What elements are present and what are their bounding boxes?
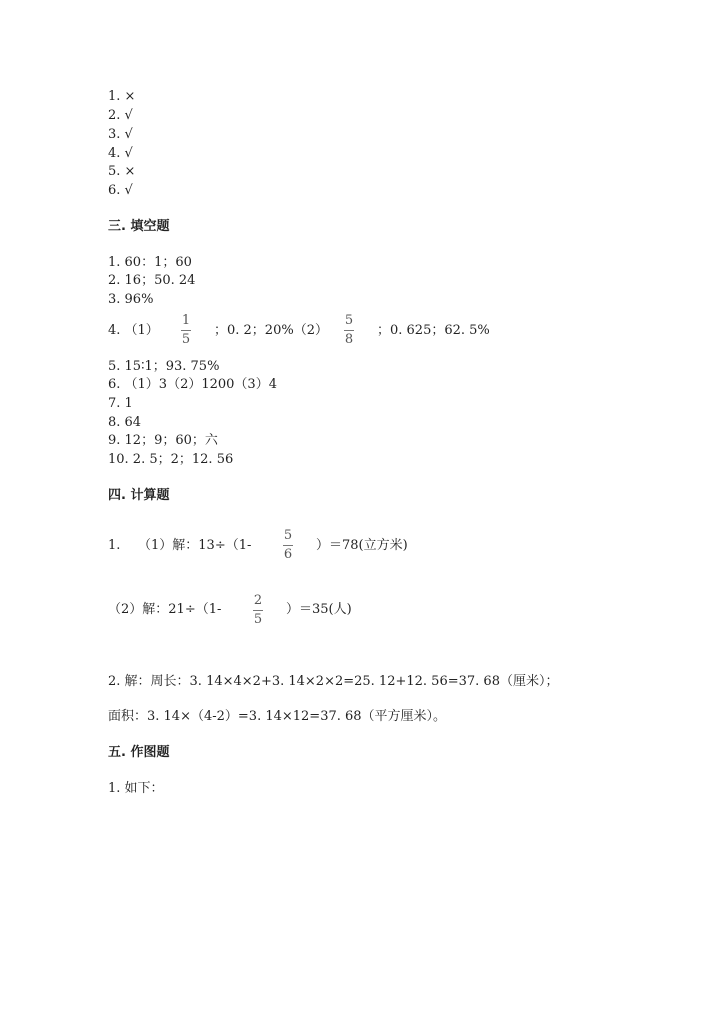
section-4-title: 四. 计算题 bbox=[108, 488, 170, 503]
fill-answer-5: 5. 15∶1；93. 75% bbox=[108, 359, 220, 374]
fraction-bar bbox=[181, 330, 191, 331]
fill-answer-4-suffix: ；0. 625；62. 5% bbox=[377, 323, 490, 338]
fraction-numerator: 5 bbox=[283, 528, 293, 543]
fill-answer-3: 3. 96% bbox=[108, 292, 154, 307]
fraction-bar bbox=[283, 545, 293, 546]
fill-answer-6: 6. （1）3（2）1200（3）4 bbox=[108, 377, 277, 392]
fill-answer-1: 1. 60：1；60 bbox=[108, 255, 192, 270]
fraction-5-6 bbox=[283, 528, 293, 563]
section-3-title: 三. 填空题 bbox=[108, 219, 170, 234]
fill-answer-4-middle: ；0. 2；20%（2） bbox=[214, 323, 328, 338]
judge-answer-3: 3. √ bbox=[108, 127, 133, 142]
fraction-numerator: 2 bbox=[253, 593, 263, 608]
fraction-5-8 bbox=[344, 313, 354, 348]
calc-answer-1-part2-suffix: ）＝35(人) bbox=[286, 602, 352, 617]
fill-answer-9: 9. 12；9；60；六 bbox=[108, 433, 218, 448]
fraction-denominator: 5 bbox=[253, 612, 263, 627]
calc-answer-1-number: 1. bbox=[108, 538, 121, 553]
fraction-denominator: 6 bbox=[283, 547, 293, 562]
judge-answer-4: 4. √ bbox=[108, 146, 133, 161]
calc-answer-2-area: 面积：3. 14×（4-2）=3. 14×12=37. 68（平方厘米）。 bbox=[108, 709, 447, 724]
fill-answer-2: 2. 16；50. 24 bbox=[108, 273, 196, 288]
fraction-numerator: 1 bbox=[181, 313, 191, 328]
fill-answer-8: 8. 64 bbox=[108, 415, 142, 430]
judge-answer-2: 2. √ bbox=[108, 108, 133, 123]
section-5-title: 五. 作图题 bbox=[108, 745, 170, 760]
fraction-denominator: 8 bbox=[344, 332, 354, 347]
fill-answer-4-prefix: 4. （1） bbox=[108, 323, 159, 338]
fill-answer-7: 7. 1 bbox=[108, 396, 133, 411]
judge-answer-5: 5. × bbox=[108, 164, 136, 179]
calc-answer-1-part1-prefix: （1）解：13÷（1- bbox=[138, 538, 252, 553]
fraction-numerator: 5 bbox=[344, 313, 354, 328]
fraction-2-5 bbox=[253, 593, 263, 628]
calc-answer-1-part1-suffix: ）＝78(立方米) bbox=[316, 538, 408, 553]
drawing-answer-1: 1. 如下： bbox=[108, 781, 164, 796]
fill-answer-10: 10. 2. 5；2；12. 56 bbox=[108, 452, 234, 467]
fraction-bar bbox=[344, 330, 354, 331]
judge-answer-6: 6. √ bbox=[108, 183, 133, 198]
calc-answer-2-perimeter: 2. 解：周长：3. 14×4×2+3. 14×2×2=25. 12+12. 56=37. 68（厘米）； bbox=[108, 674, 559, 689]
calc-answer-1-part2-prefix: （2）解：21÷（1- bbox=[108, 602, 222, 617]
judge-answer-1: 1. × bbox=[108, 89, 136, 104]
fraction-denominator: 5 bbox=[181, 332, 191, 347]
fraction-1-5 bbox=[181, 313, 191, 348]
fraction-bar bbox=[253, 610, 263, 611]
